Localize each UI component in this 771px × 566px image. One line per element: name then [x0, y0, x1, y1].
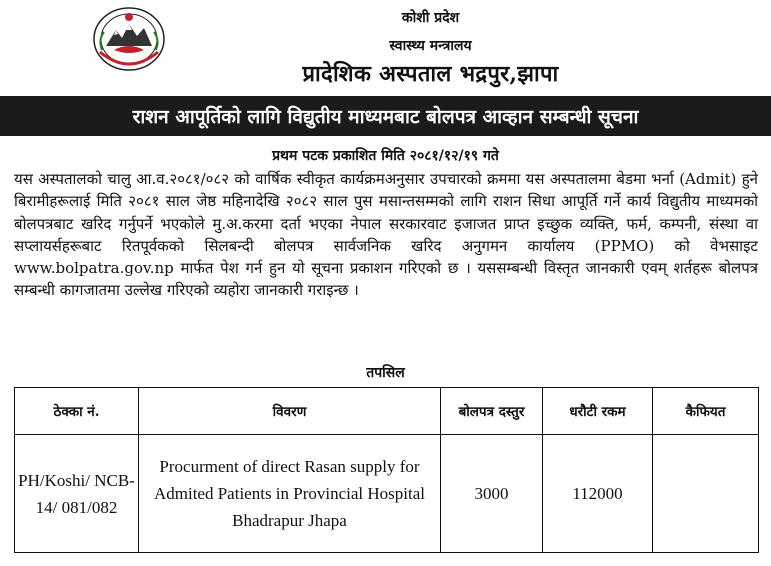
table-title: तपसिल — [366, 365, 405, 381]
header-contract-no: ठेक्का नं. — [15, 388, 139, 435]
publication-date: प्रथम पटक प्रकाशित मिति २०८१/१२/१९ गते — [272, 148, 499, 164]
cell-description: Procurment of direct Rasan supply for Admited Patients in Provincial Hospital Bhadrapur Jhapa — [139, 435, 441, 553]
header-remarks: कैफियत — [653, 388, 759, 435]
cell-deposit: 112000 — [543, 435, 653, 553]
notice-body-text: यस अस्पतालको चालु आ.व.२०८१/०८२ को वार्षिक स्वीकृत कार्यक्रमअनुसार उपचारको क्रममा यस अस्पतालमा बेडमा भर्ना (Admit) हुने बिरामीहरूलाई मिति २०८१ साल जेष्ठ महिनादेखि २०८२ साल पुस मसान्तसम्मको लागि राशन सिधा आपूर्ति गर्ने कार्य विद्युतीय माध्यमको बोलपत्रबाट खरिद गर्नुपर्ने भएकोले मु.अ.करमा दर्ता भएका नेपाल सरकारवाट इजाजत प्राप्त इच्छुक व्यक्ति, फर्म, कम्पनी, संस्था वा सप्लायर्सहरूबाट रितपूर्वकको सिलबन्दी बोलपत्र सार्वजनिक खरिद अनुगमन कार्यालय (PPMO) को वेभसाइट www.bolpatra.gov.np मार्फत पेश गर्न हुन यो सूचना प्रकाशन गरिएको छ । यससम्बन्धी विस्तृत जानकारी एवम् शर्तहरू बोलपत्र सम्बन्धी कागजातमा उल्लेख गरिएको व्यहोरा जानकारी गराइन्छ । — [14, 170, 758, 300]
province-name: कोशी प्रदेश — [401, 10, 460, 26]
notice-title: राशन आपूर्तिको लागि विद्युतीय माध्यमबाट बोलपत्र आव्हान सम्बन्धी सूचना — [132, 106, 639, 128]
cell-contract-no: PH/Koshi/ NCB-14/ 081/082 — [15, 435, 139, 553]
table-header-row — [15, 388, 759, 435]
header-description: विवरण — [139, 388, 441, 435]
tender-details-table — [14, 387, 759, 553]
cell-bid-fee: 3000 — [441, 435, 543, 553]
ministry-name: स्वास्थ्य मन्त्रालय — [389, 38, 472, 54]
cell-remarks — [653, 435, 759, 553]
notice-title-banner — [0, 96, 771, 136]
table-row — [15, 435, 759, 553]
header-bid-fee: बोलपत्र दस्तुर — [441, 388, 543, 435]
hospital-name: प्रादेशिक अस्पताल भद्रपुर,झापा — [302, 61, 559, 87]
header-deposit: धरौटी रकम — [543, 388, 653, 435]
